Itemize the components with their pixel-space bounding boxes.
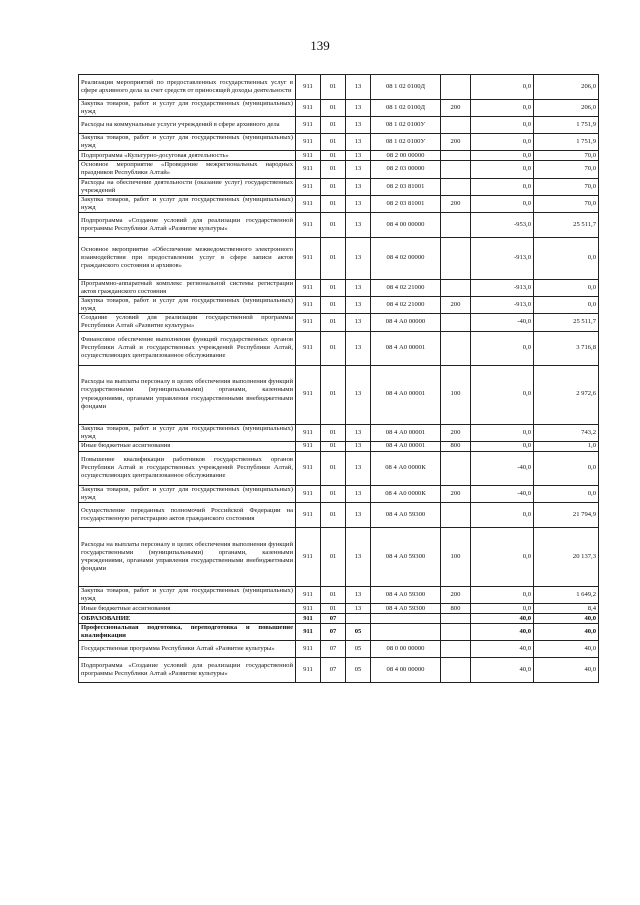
cell-total-amount: 70,0 xyxy=(534,161,599,178)
cell-section: 01 xyxy=(321,314,346,331)
cell-change-amount: -913,0 xyxy=(471,297,534,314)
cell-subsection: 13 xyxy=(346,314,371,331)
cell-grbs: 911 xyxy=(296,134,321,151)
cell-expense-type: 200 xyxy=(441,100,471,117)
cell-name: Закупка товаров, работ и услуг для государственных (муниципальных) нужд xyxy=(79,297,296,314)
cell-name: Иные бюджетные ассигнования xyxy=(79,441,296,451)
cell-change-amount: 0,0 xyxy=(471,527,534,586)
cell-change-amount: 0,0 xyxy=(471,604,534,614)
cell-name: Реализация мероприятий по предоставленных государственных услуг в сфере архивного дела за счет средств от приносящей доходы деятельности xyxy=(79,75,296,100)
cell-subsection: 13 xyxy=(346,134,371,151)
cell-name: Закупка товаров, работ и услуг для государственных (муниципальных) нужд xyxy=(79,195,296,212)
cell-grbs: 911 xyxy=(296,424,321,441)
cell-change-amount: 0,0 xyxy=(471,441,534,451)
budget-table xyxy=(78,74,599,683)
cell-total-amount: 40,0 xyxy=(534,641,599,658)
cell-change-amount: 0,0 xyxy=(471,424,534,441)
table-row xyxy=(79,586,599,603)
cell-subsection: 13 xyxy=(346,586,371,603)
cell-grbs: 911 xyxy=(296,100,321,117)
cell-grbs: 911 xyxy=(296,178,321,195)
cell-expense-type: 100 xyxy=(441,527,471,586)
cell-grbs: 911 xyxy=(296,195,321,212)
table-row xyxy=(79,297,599,314)
cell-target-article: 08 4 А0 0000К xyxy=(371,451,441,485)
cell-grbs: 911 xyxy=(296,314,321,331)
cell-name: Подпрограмма «Культурно-досуговая деятельность» xyxy=(79,151,296,161)
cell-change-amount: -953,0 xyxy=(471,212,534,237)
cell-change-amount: 0,0 xyxy=(471,331,534,365)
cell-section: 01 xyxy=(321,502,346,527)
cell-expense-type xyxy=(441,117,471,134)
cell-expense-type: 200 xyxy=(441,485,471,502)
cell-name: Расходы на обеспечение деятельности (оказание услуг) государственных учреждений xyxy=(79,178,296,195)
cell-name: Расходы на коммунальные услуги учреждений в сфере архивного дела xyxy=(79,117,296,134)
cell-section: 01 xyxy=(321,331,346,365)
cell-change-amount: -913,0 xyxy=(471,237,534,279)
cell-target-article: 08 0 00 00000 xyxy=(371,641,441,658)
cell-expense-type xyxy=(441,75,471,100)
cell-section: 01 xyxy=(321,212,346,237)
cell-total-amount: 0,0 xyxy=(534,451,599,485)
cell-expense-type: 200 xyxy=(441,297,471,314)
table-row xyxy=(79,658,599,683)
cell-subsection: 13 xyxy=(346,100,371,117)
cell-subsection: 13 xyxy=(346,151,371,161)
cell-section: 07 xyxy=(321,641,346,658)
table-row xyxy=(79,614,599,624)
cell-total-amount: 21 794,9 xyxy=(534,502,599,527)
cell-grbs: 911 xyxy=(296,614,321,624)
cell-subsection: 13 xyxy=(346,75,371,100)
cell-section: 01 xyxy=(321,178,346,195)
cell-total-amount: 0,0 xyxy=(534,237,599,279)
cell-section: 01 xyxy=(321,195,346,212)
cell-name: Профессиональная подготовка, переподготовка и повышение квалификации xyxy=(79,624,296,641)
cell-grbs: 911 xyxy=(296,658,321,683)
table-row xyxy=(79,604,599,614)
table-row xyxy=(79,279,599,296)
cell-target-article xyxy=(371,624,441,641)
cell-name: Закупка товаров, работ и услуг для государственных (муниципальных) нужд xyxy=(79,586,296,603)
cell-subsection: 13 xyxy=(346,117,371,134)
cell-total-amount: 40,0 xyxy=(534,624,599,641)
cell-total-amount: 70,0 xyxy=(534,151,599,161)
cell-grbs: 911 xyxy=(296,586,321,603)
cell-name: Осуществление переданных полномочий Российской Федерации на государственную регистрацию актов гражданского состояния xyxy=(79,502,296,527)
cell-section: 01 xyxy=(321,365,346,424)
cell-subsection: 13 xyxy=(346,237,371,279)
cell-target-article: 08 1 02 0100Д xyxy=(371,75,441,100)
cell-target-article: 08 4 00 00000 xyxy=(371,658,441,683)
cell-change-amount: 0,0 xyxy=(471,178,534,195)
cell-section: 01 xyxy=(321,100,346,117)
cell-total-amount: 2 972,6 xyxy=(534,365,599,424)
table-row xyxy=(79,502,599,527)
table-row xyxy=(79,424,599,441)
cell-subsection: 13 xyxy=(346,365,371,424)
cell-expense-type xyxy=(441,502,471,527)
cell-expense-type xyxy=(441,151,471,161)
table-row xyxy=(79,195,599,212)
cell-section: 01 xyxy=(321,134,346,151)
cell-grbs: 911 xyxy=(296,75,321,100)
table-row xyxy=(79,100,599,117)
cell-target-article: 08 2 00 00000 xyxy=(371,151,441,161)
cell-target-article: 08 4 А0 00000 xyxy=(371,314,441,331)
cell-name: Государственная программа Республики Алтай «Развитие культуры» xyxy=(79,641,296,658)
cell-grbs: 911 xyxy=(296,151,321,161)
cell-target-article: 08 1 02 0100У xyxy=(371,134,441,151)
cell-expense-type xyxy=(441,279,471,296)
cell-change-amount: 40,0 xyxy=(471,624,534,641)
cell-expense-type xyxy=(441,161,471,178)
cell-section: 07 xyxy=(321,658,346,683)
cell-name: Программно-аппаратный комплекс региональной системы регистрации актов гражданского состояния xyxy=(79,279,296,296)
cell-target-article: 08 4 02 21000 xyxy=(371,297,441,314)
cell-change-amount: -40,0 xyxy=(471,485,534,502)
cell-name: Закупка товаров, работ и услуг для государственных (муниципальных) нужд xyxy=(79,134,296,151)
cell-section: 01 xyxy=(321,441,346,451)
cell-target-article: 08 4 А0 59300 xyxy=(371,502,441,527)
cell-change-amount: -40,0 xyxy=(471,314,534,331)
cell-subsection: 13 xyxy=(346,451,371,485)
cell-name: Расходы на выплаты персоналу в целях обеспечения выполнения функций государственными (муниципальными) органами, казенными учреждениями, органами управления государственными внебюджетными фондами xyxy=(79,365,296,424)
cell-change-amount: -40,0 xyxy=(471,451,534,485)
cell-grbs: 911 xyxy=(296,279,321,296)
cell-section: 07 xyxy=(321,624,346,641)
cell-section: 07 xyxy=(321,614,346,624)
cell-change-amount: 0,0 xyxy=(471,502,534,527)
cell-change-amount: 0,0 xyxy=(471,586,534,603)
cell-expense-type: 200 xyxy=(441,586,471,603)
cell-subsection: 13 xyxy=(346,527,371,586)
cell-subsection: 13 xyxy=(346,331,371,365)
cell-section: 01 xyxy=(321,586,346,603)
cell-section: 01 xyxy=(321,424,346,441)
cell-target-article: 08 4 00 00000 xyxy=(371,212,441,237)
cell-total-amount: 40,0 xyxy=(534,614,599,624)
table-row xyxy=(79,331,599,365)
cell-name: Подпрограмма «Создание условий для реализации государственной программы Республики Алтай «Развитие культуры» xyxy=(79,658,296,683)
table-row xyxy=(79,161,599,178)
cell-total-amount: 70,0 xyxy=(534,178,599,195)
cell-change-amount: 0,0 xyxy=(471,151,534,161)
cell-expense-type xyxy=(441,331,471,365)
cell-total-amount: 0,0 xyxy=(534,297,599,314)
cell-section: 01 xyxy=(321,604,346,614)
cell-change-amount: 0,0 xyxy=(471,195,534,212)
cell-total-amount: 206,0 xyxy=(534,75,599,100)
cell-change-amount: 40,0 xyxy=(471,658,534,683)
cell-subsection: 05 xyxy=(346,641,371,658)
cell-change-amount: 0,0 xyxy=(471,365,534,424)
table-row xyxy=(79,441,599,451)
cell-subsection xyxy=(346,614,371,624)
table-row xyxy=(79,451,599,485)
cell-expense-type: 200 xyxy=(441,195,471,212)
cell-subsection: 13 xyxy=(346,279,371,296)
table-row xyxy=(79,485,599,502)
cell-subsection: 13 xyxy=(346,297,371,314)
table-row xyxy=(79,527,599,586)
cell-grbs: 911 xyxy=(296,117,321,134)
table-row xyxy=(79,151,599,161)
cell-expense-type xyxy=(441,237,471,279)
cell-target-article: 08 1 02 0100Д xyxy=(371,100,441,117)
cell-subsection: 13 xyxy=(346,161,371,178)
cell-subsection: 13 xyxy=(346,178,371,195)
cell-change-amount: 0,0 xyxy=(471,117,534,134)
table-row xyxy=(79,134,599,151)
cell-section: 01 xyxy=(321,451,346,485)
cell-target-article: 08 2 03 81001 xyxy=(371,195,441,212)
cell-subsection: 13 xyxy=(346,212,371,237)
cell-target-article: 08 4 02 21000 xyxy=(371,279,441,296)
cell-grbs: 911 xyxy=(296,212,321,237)
cell-total-amount: 1 751,9 xyxy=(534,117,599,134)
cell-total-amount: 8,4 xyxy=(534,604,599,614)
cell-target-article: 08 4 А0 59300 xyxy=(371,604,441,614)
cell-grbs: 911 xyxy=(296,331,321,365)
cell-total-amount: 3 716,8 xyxy=(534,331,599,365)
cell-expense-type: 200 xyxy=(441,134,471,151)
cell-total-amount: 25 511,7 xyxy=(534,314,599,331)
cell-section: 01 xyxy=(321,279,346,296)
cell-section: 01 xyxy=(321,527,346,586)
table-row xyxy=(79,75,599,100)
cell-subsection: 13 xyxy=(346,195,371,212)
cell-section: 01 xyxy=(321,297,346,314)
cell-change-amount: 40,0 xyxy=(471,614,534,624)
cell-subsection: 05 xyxy=(346,624,371,641)
cell-target-article: 08 4 А0 00001 xyxy=(371,424,441,441)
cell-target-article: 08 4 А0 59300 xyxy=(371,527,441,586)
cell-name: Создание условий для реализации государственной программы Республики Алтай «Развитие культуры» xyxy=(79,314,296,331)
cell-target-article: 08 4 А0 00001 xyxy=(371,365,441,424)
cell-expense-type xyxy=(441,212,471,237)
cell-section: 01 xyxy=(321,485,346,502)
table-row xyxy=(79,365,599,424)
cell-subsection: 05 xyxy=(346,658,371,683)
cell-grbs: 911 xyxy=(296,161,321,178)
cell-change-amount: 0,0 xyxy=(471,161,534,178)
cell-expense-type xyxy=(441,451,471,485)
cell-expense-type xyxy=(441,641,471,658)
table-row xyxy=(79,237,599,279)
cell-grbs: 911 xyxy=(296,297,321,314)
cell-target-article: 08 4 А0 59300 xyxy=(371,586,441,603)
cell-name: Расходы на выплаты персоналу в целях обеспечения выполнения функций государственными (муниципальными) органами, казенными учреждениями, органами управления государственными внебюджетными фондами xyxy=(79,527,296,586)
cell-total-amount: 40,0 xyxy=(534,658,599,683)
cell-total-amount: 206,0 xyxy=(534,100,599,117)
cell-name: Основное мероприятие «Проведение межрегиональных народных праздников Республики Алтай» xyxy=(79,161,296,178)
cell-total-amount: 0,0 xyxy=(534,485,599,502)
cell-total-amount: 20 137,3 xyxy=(534,527,599,586)
cell-total-amount: 70,0 xyxy=(534,195,599,212)
cell-name: Закупка товаров, работ и услуг для государственных (муниципальных) нужд xyxy=(79,100,296,117)
cell-name: Закупка товаров, работ и услуг для государственных (муниципальных) нужд xyxy=(79,424,296,441)
cell-grbs: 911 xyxy=(296,624,321,641)
cell-change-amount: 0,0 xyxy=(471,134,534,151)
cell-total-amount: 1 649,2 xyxy=(534,586,599,603)
cell-target-article: 08 4 А0 00001 xyxy=(371,331,441,365)
table-row xyxy=(79,117,599,134)
table-row xyxy=(79,212,599,237)
cell-total-amount: 25 511,7 xyxy=(534,212,599,237)
cell-expense-type xyxy=(441,314,471,331)
cell-target-article: 08 2 03 81001 xyxy=(371,178,441,195)
cell-section: 01 xyxy=(321,161,346,178)
cell-subsection: 13 xyxy=(346,604,371,614)
cell-grbs: 911 xyxy=(296,502,321,527)
cell-section: 01 xyxy=(321,75,346,100)
cell-subsection: 13 xyxy=(346,424,371,441)
cell-expense-type: 800 xyxy=(441,441,471,451)
cell-total-amount: 1 751,9 xyxy=(534,134,599,151)
cell-expense-type xyxy=(441,178,471,195)
cell-target-article: 08 2 03 00000 xyxy=(371,161,441,178)
cell-grbs: 911 xyxy=(296,365,321,424)
table-row xyxy=(79,314,599,331)
cell-target-article: 08 4 А0 00001 xyxy=(371,441,441,451)
cell-expense-type: 800 xyxy=(441,604,471,614)
cell-section: 01 xyxy=(321,151,346,161)
cell-grbs: 911 xyxy=(296,485,321,502)
cell-name: Основное мероприятие «Обеспечение межведомственного электронного взаимодействия при предоставлении услуг в сфере записи актов гражданского состояния и архивов» xyxy=(79,237,296,279)
cell-change-amount: -913,0 xyxy=(471,279,534,296)
cell-change-amount: 0,0 xyxy=(471,75,534,100)
cell-grbs: 911 xyxy=(296,604,321,614)
cell-target-article: 08 1 02 0100У xyxy=(371,117,441,134)
table-row xyxy=(79,178,599,195)
cell-name: ОБРАЗОВАНИЕ xyxy=(79,614,296,624)
cell-name: Подпрограмма «Создание условий для реализации государственной программы Республики Алтай «Развитие культуры» xyxy=(79,212,296,237)
cell-section: 01 xyxy=(321,117,346,134)
cell-subsection: 13 xyxy=(346,441,371,451)
table-row xyxy=(79,624,599,641)
cell-section: 01 xyxy=(321,237,346,279)
cell-target-article xyxy=(371,614,441,624)
cell-target-article: 08 4 А0 0000К xyxy=(371,485,441,502)
cell-name: Иные бюджетные ассигнования xyxy=(79,604,296,614)
cell-expense-type: 200 xyxy=(441,424,471,441)
cell-total-amount: 1,0 xyxy=(534,441,599,451)
cell-total-amount: 0,0 xyxy=(534,279,599,296)
cell-subsection: 13 xyxy=(346,485,371,502)
table-row xyxy=(79,641,599,658)
cell-name: Закупка товаров, работ и услуг для государственных (муниципальных) нужд xyxy=(79,485,296,502)
cell-name: Финансовое обеспечение выполнения функций государственных органов Республики Алтай и государственных учреждений Республики Алтай, осуществляющих централизованное обслуживание xyxy=(79,331,296,365)
cell-grbs: 911 xyxy=(296,641,321,658)
cell-change-amount: 40,0 xyxy=(471,641,534,658)
cell-expense-type xyxy=(441,624,471,641)
cell-expense-type xyxy=(441,658,471,683)
cell-change-amount: 0,0 xyxy=(471,100,534,117)
page-number: 139 xyxy=(310,38,330,53)
cell-grbs: 911 xyxy=(296,441,321,451)
cell-name: Повышение квалификации работников государственных органов Республики Алтай и государственных учреждений Республики Алтай, осуществляющих централизованное обслуживание xyxy=(79,451,296,485)
cell-subsection: 13 xyxy=(346,502,371,527)
cell-expense-type: 100 xyxy=(441,365,471,424)
cell-grbs: 911 xyxy=(296,527,321,586)
cell-grbs: 911 xyxy=(296,451,321,485)
cell-target-article: 08 4 02 00000 xyxy=(371,237,441,279)
cell-grbs: 911 xyxy=(296,237,321,279)
cell-total-amount: 743,2 xyxy=(534,424,599,441)
cell-expense-type xyxy=(441,614,471,624)
